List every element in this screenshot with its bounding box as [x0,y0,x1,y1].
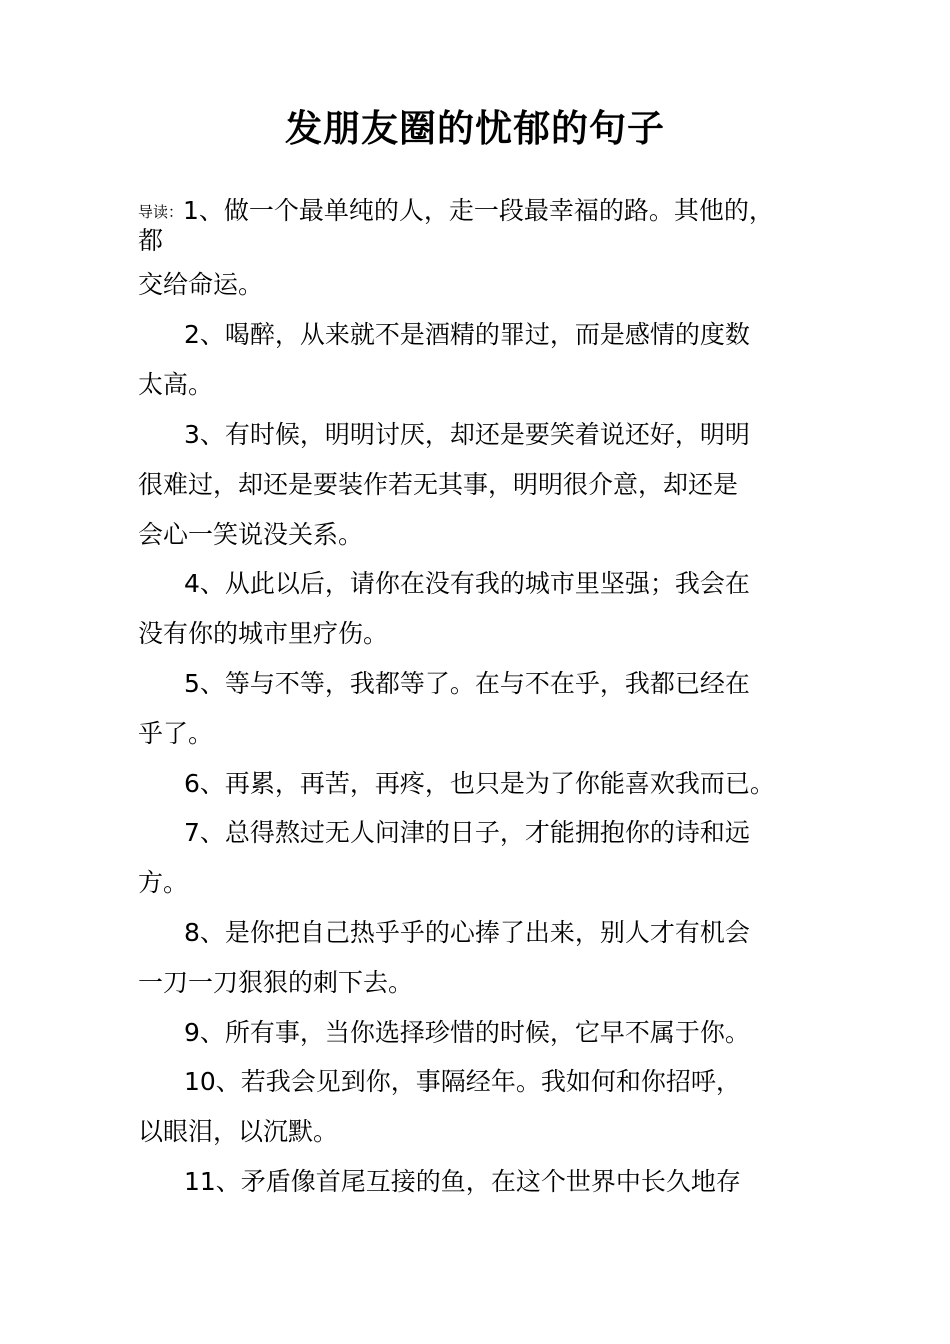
paragraph-line [138,194,774,229]
paragraph-line: 9、所有事，当你选择珍惜的时候，它早不属于你。 [184,1018,750,1047]
paragraph-line: 乎了。 [138,719,214,748]
paragraph-line: 2、喝醉，从来就不是酒精的罪过，而是感情的度数 [184,320,750,349]
paragraph-line: 交给命运。 [138,270,264,299]
document-title: 发朋友圈的忧郁的句子 [285,107,665,150]
paragraph-line: 5、等与不等，我都等了。在与不在乎，我都已经在 [184,669,750,698]
paragraph-line: 太高。 [138,370,214,399]
paragraph-line: 没有你的城市里疗伤。 [138,619,389,648]
paragraph-line: 7、总得熬过无人问津的日子，才能拥抱你的诗和远 [184,818,750,847]
paragraph-line: 4、从此以后，请你在没有我的城市里坚强；我会在 [184,569,750,598]
paragraph-line: 以眼泪，以沉默。 [138,1117,339,1146]
paragraph-line: 方。 [138,868,189,897]
paragraph-line: 会心一笑说没关系。 [138,520,364,549]
line-text: 1、做一个最单纯的人，走一段最幸福的路。其他的， [183,196,774,225]
paragraph-line: 都 [138,226,164,255]
intro-label: 导读： [138,203,184,221]
paragraph-line: 8、是你把自己热乎乎的心捧了出来，别人才有机会 [184,918,750,947]
paragraph-line: 很难过，却还是要装作若无其事，明明很介意，却还是 [138,470,739,499]
paragraph-line: 一刀一刀狠狠的刺下去。 [138,968,414,997]
paragraph-line: 3、有时候，明明讨厌，却还是要笑着说还好，明明 [184,420,750,449]
paragraph-line: 10、若我会见到你，事隔经年。我如何和你招呼， [184,1067,741,1096]
paragraph-line: 11、矛盾像首尾互接的鱼，在这个世界中长久地存 [184,1167,741,1196]
paragraph-line: 6、再累，再苦，再疼，也只是为了你能喜欢我而已。 [184,769,775,798]
